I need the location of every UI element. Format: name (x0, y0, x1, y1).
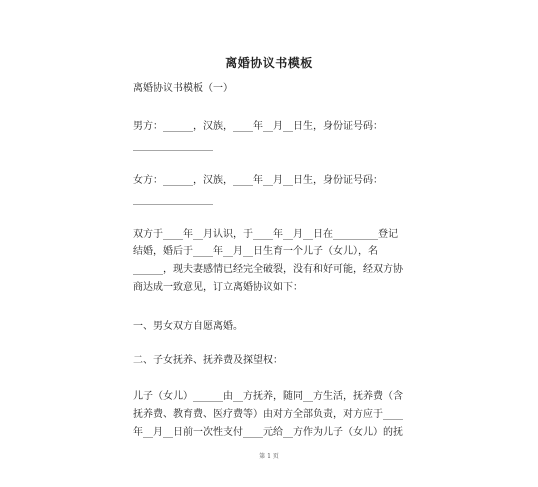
paragraph-line: 双方于____年__月认识，于____年__月__日在_________登记 (133, 229, 398, 240)
wife-id-blank: ________________ (133, 194, 213, 205)
clause-heading: 二、子女抚养、抚养费及探望权： (133, 355, 283, 366)
husband-info-line: 男方：______，汉族，____年__月__日生，身份证号码： (133, 121, 383, 132)
clause-heading: 一、男女双方自愿离婚。 (133, 321, 243, 332)
document-subtitle: 离婚协议书模板（一） (133, 83, 233, 94)
paragraph-line: 年__月__日前一次性支付____元给__方作为儿子（女儿）的抚 (133, 427, 403, 438)
husband-id-blank: ________________ (133, 140, 213, 151)
paragraph-line: 儿子（女儿）______由__方抚养，随同__方生活，抚养费（含 (133, 391, 403, 402)
paragraph-line: 商达成一致意见，订立离婚协议如下： (133, 282, 303, 293)
page-number: 第 1 页 (259, 453, 279, 460)
paragraph-line: 抚养费、教育费、医疗费等）由对方全部负责，对方应于____ (133, 409, 403, 420)
wife-info-line: 女方：______，汉族，____年__月__日生，身份证号码： (133, 175, 383, 186)
paragraph-line: ______，现夫妻感情已经完全破裂，没有和好可能，经双方协 (133, 264, 403, 275)
document-title: 离婚协议书模板 (225, 56, 313, 70)
paragraph-line: 结婚，婚后于____年__月__日生育一个儿子（女儿），名 (133, 246, 378, 257)
